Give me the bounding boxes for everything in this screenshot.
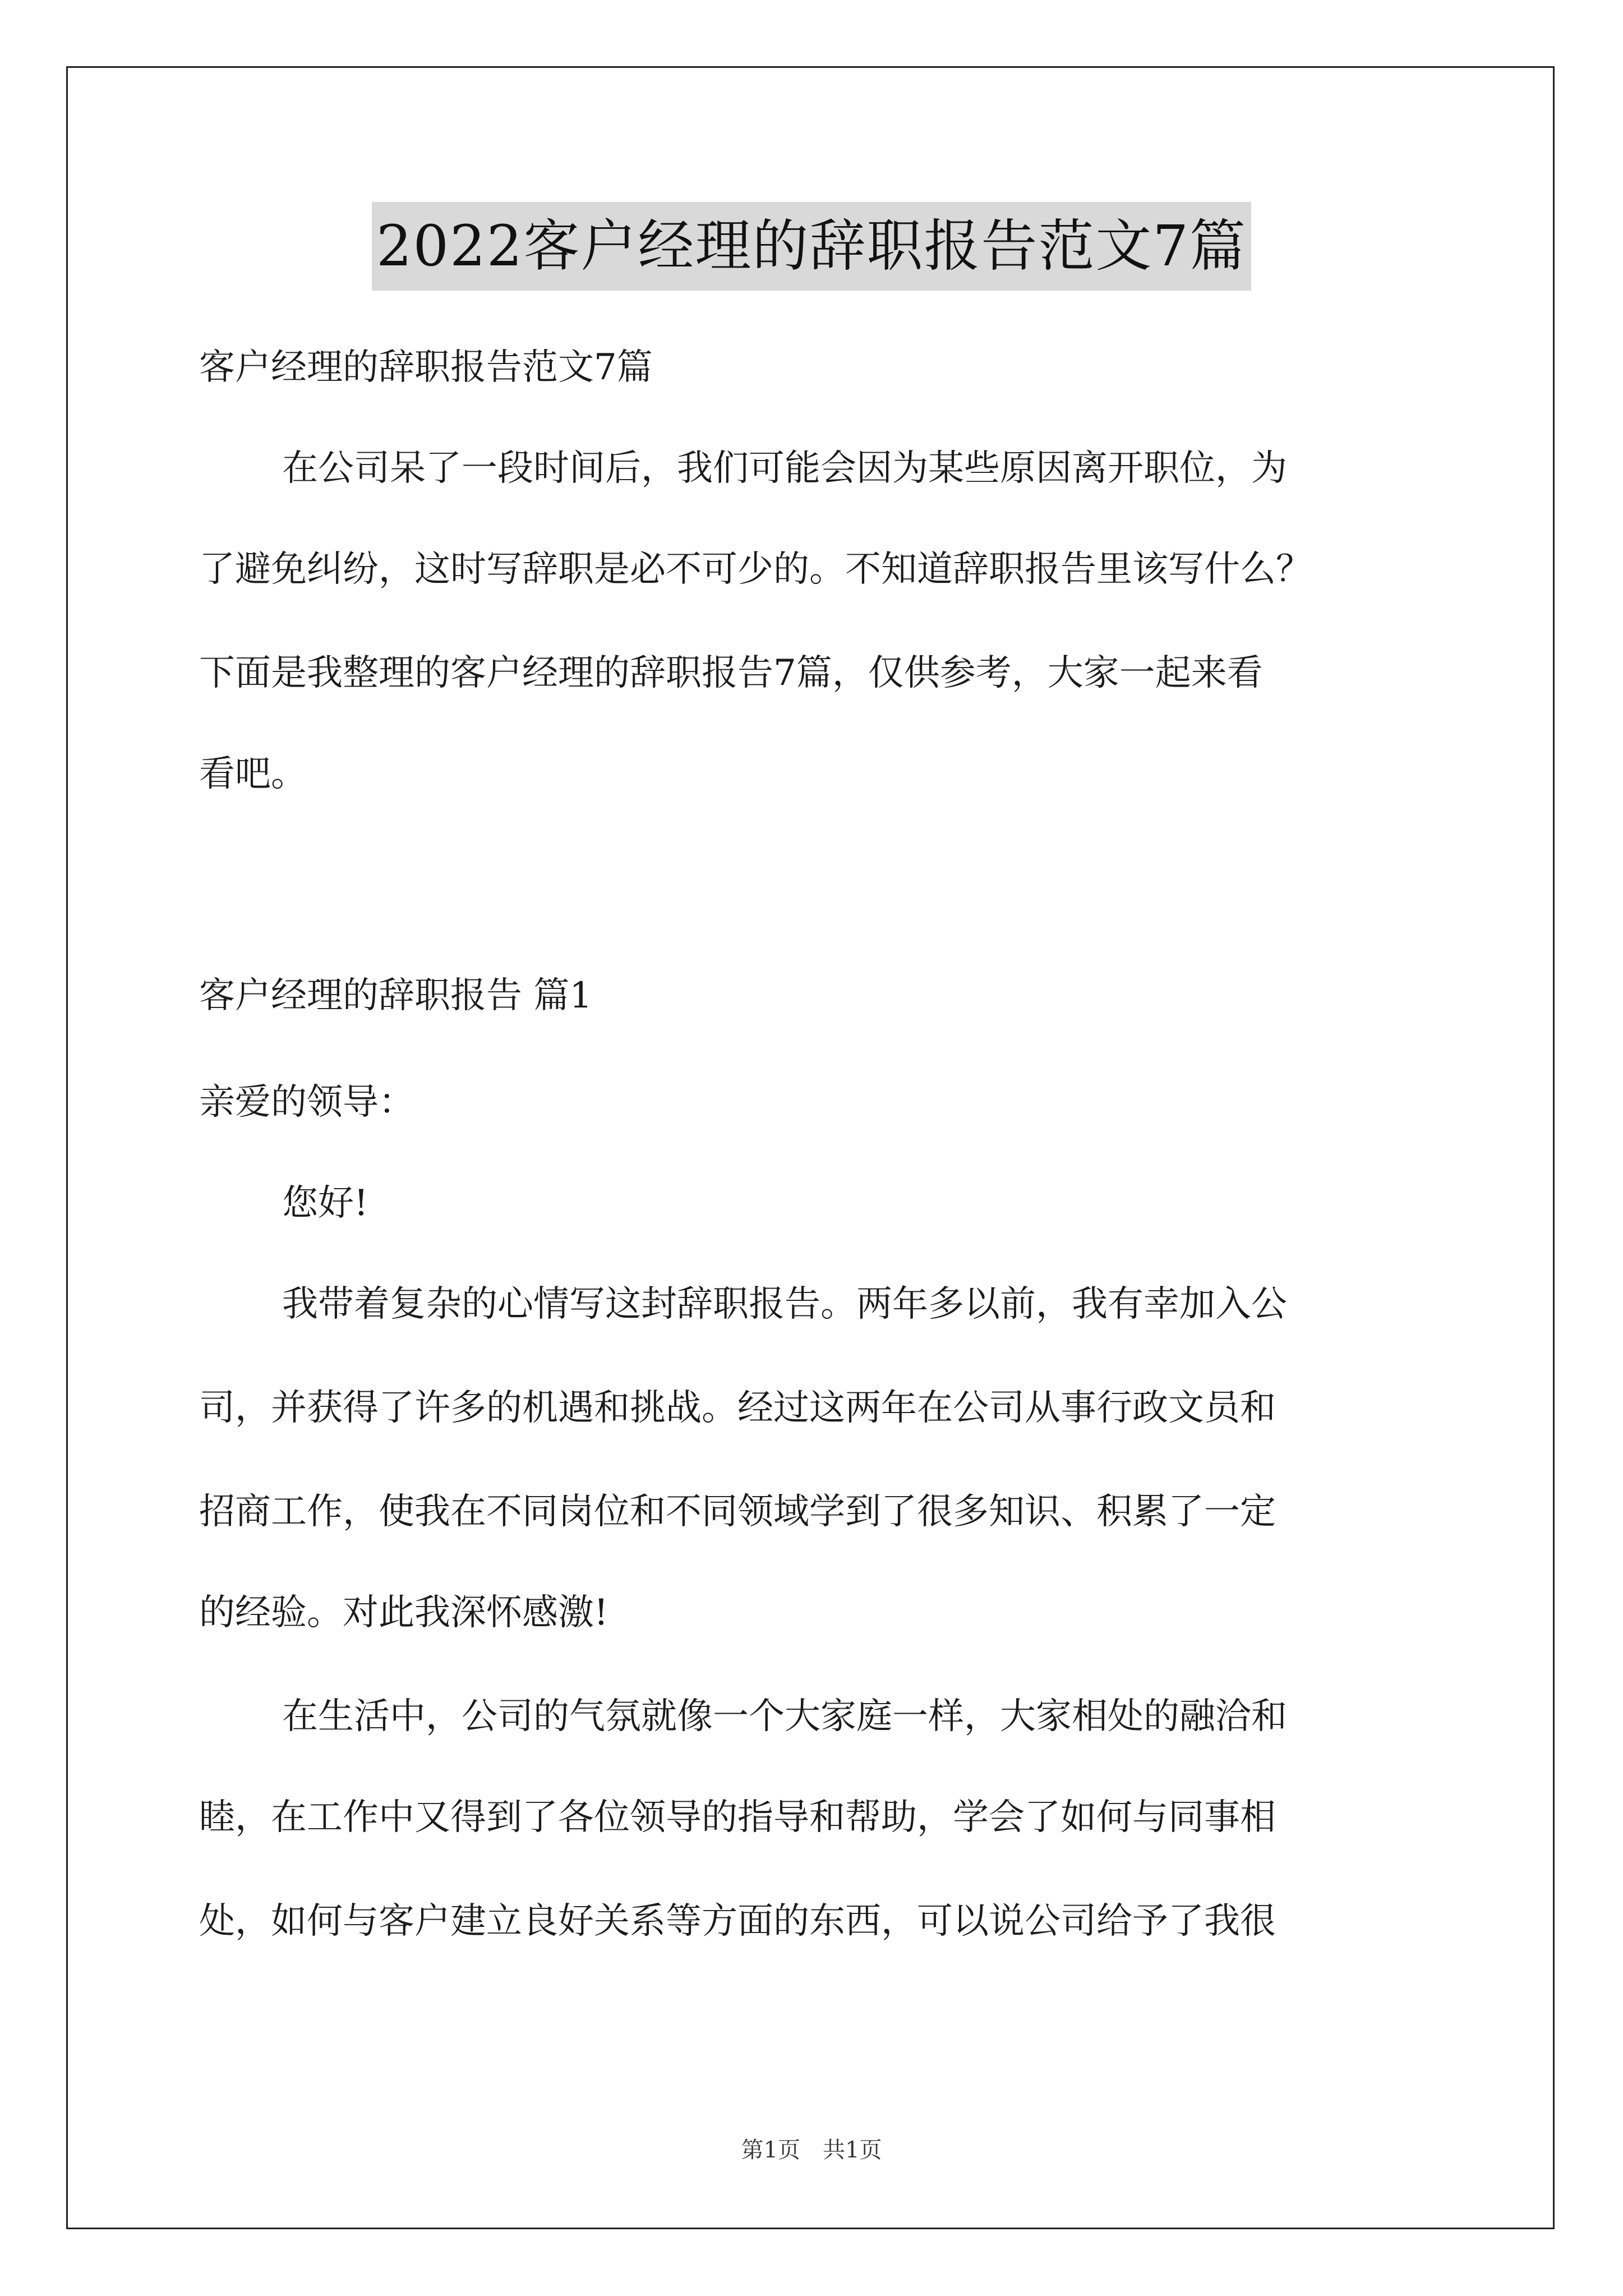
intro-line: 了避免纠纷，这时写辞职是必不可少的。不知道辞职报告里该写什么？	[199, 549, 1312, 590]
subtitle: 客户经理的辞职报告范文7篇	[199, 347, 653, 388]
intro-line: 在公司呆了一段时间后，我们可能会因为某些原因离开职位，为	[282, 448, 1287, 489]
title-container	[0, 202, 1623, 291]
paragraph-line: 睦，在工作中又得到了各位领导的指导和帮助，学会了如何与同事相	[199, 1797, 1276, 1838]
paragraph-line: 我带着复杂的心情写这封辞职报告。两年多以前，我有幸加入公	[282, 1283, 1287, 1325]
intro-line: 看吧。	[199, 753, 307, 795]
greeting: 您好!	[282, 1182, 368, 1224]
paragraph-line: 处，如何与客户建立良好关系等方面的东西，可以说公司给予了我很	[199, 1901, 1276, 1942]
document-title: 2022客户经理的辞职报告范文7篇	[372, 202, 1251, 291]
paragraph-line: 在生活中，公司的气氛就像一个大家庭一样，大家相处的融洽和	[282, 1696, 1287, 1737]
page-number: 第1页 共1页	[741, 2137, 882, 2163]
paragraph-line: 司，并获得了许多的机遇和挑战。经过这两年在公司从事行政文员和	[199, 1387, 1276, 1429]
page-footer	[0, 2133, 1623, 2167]
section-heading: 客户经理的辞职报告 篇1	[199, 975, 593, 1016]
paragraph-line: 的经验。对此我深怀感激!	[199, 1592, 608, 1634]
intro-line: 下面是我整理的客户经理的辞职报告7篇，仅供参考，大家一起来看	[199, 652, 1263, 694]
salutation: 亲爱的领导：	[199, 1082, 414, 1123]
paragraph-line: 招商工作，使我在不同岗位和不同领域学到了很多知识、积累了一定	[199, 1491, 1276, 1533]
